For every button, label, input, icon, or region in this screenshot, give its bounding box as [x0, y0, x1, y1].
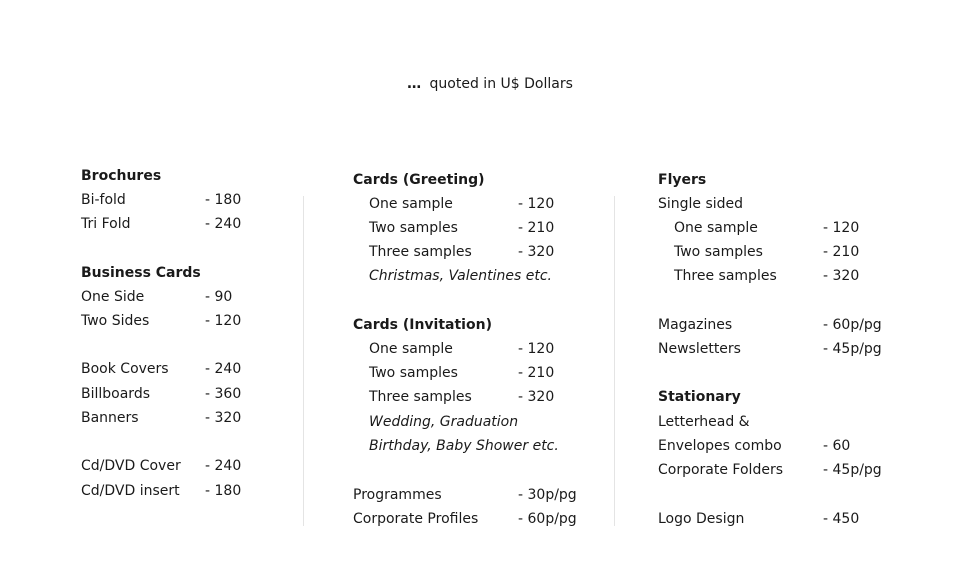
invitation-cards-note-1: Wedding, Graduation — [369, 414, 519, 430]
item-price: - 320 — [205, 410, 242, 426]
price-row — [369, 217, 555, 239]
price-row — [369, 362, 555, 384]
item-price: - 120 — [205, 313, 242, 329]
section-heading-stationary: Stationary — [658, 389, 741, 405]
item-price: - 360 — [205, 386, 242, 402]
item-label: Tri Fold — [81, 216, 131, 232]
item-price: - 210 — [823, 244, 860, 260]
price-row — [81, 358, 242, 380]
item-label: Two samples — [369, 220, 458, 236]
item-label: Newsletters — [658, 341, 741, 357]
price-row — [81, 455, 242, 477]
item-label: Two Sides — [81, 313, 150, 329]
item-price: - 120 — [823, 220, 860, 236]
price-row — [81, 286, 233, 308]
item-price: - 240 — [205, 458, 242, 474]
price-row — [658, 459, 882, 481]
item-price: - 90 — [205, 289, 233, 305]
item-price: - 180 — [205, 483, 242, 499]
ellipsis-mark: … — [407, 76, 422, 92]
item-label: Logo Design — [658, 511, 745, 527]
item-label: Envelopes combo — [658, 438, 782, 454]
currency-note-text: quoted in U$ Dollars — [429, 76, 573, 92]
section-heading-brochures: Brochures — [81, 168, 162, 184]
price-row — [674, 241, 860, 263]
item-price: - 210 — [518, 365, 555, 381]
item-price: - 60p/pg — [518, 511, 577, 527]
item-label: One sample — [369, 341, 453, 357]
item-label: One Side — [81, 289, 145, 305]
item-label: Two samples — [674, 244, 763, 260]
item-label: Cd/DVD insert — [81, 483, 180, 499]
item-price: - 60 — [823, 438, 851, 454]
item-price: - 450 — [823, 511, 860, 527]
item-label: Bi-fold — [81, 192, 126, 208]
item-price: - 30p/pg — [518, 487, 577, 503]
item-price: - 180 — [205, 192, 242, 208]
price-row — [81, 383, 242, 405]
price-row — [658, 338, 882, 360]
price-row — [81, 480, 242, 502]
price-row — [658, 314, 882, 336]
price-row — [369, 386, 555, 408]
section-heading-greeting-cards: Cards (Greeting) — [353, 172, 485, 188]
item-price: - 120 — [518, 196, 555, 212]
pricing-currency-note — [0, 76, 980, 92]
price-row — [658, 508, 860, 530]
price-row — [369, 193, 555, 215]
item-label: Book Covers — [81, 361, 169, 377]
item-price: - 60p/pg — [823, 317, 882, 333]
item-price: - 210 — [518, 220, 555, 236]
item-price: - 240 — [205, 361, 242, 377]
item-label: Banners — [81, 410, 139, 426]
item-label: Corporate Folders — [658, 462, 783, 478]
price-row — [674, 265, 860, 287]
item-label: One sample — [674, 220, 758, 236]
price-row — [81, 407, 242, 429]
price-row — [369, 338, 555, 360]
flyers-subheading: Single sided — [658, 196, 744, 212]
item-price: - 45p/pg — [823, 341, 882, 357]
price-row — [81, 213, 242, 235]
item-label: Three samples — [369, 244, 472, 260]
item-label: Corporate Profiles — [353, 511, 479, 527]
section-heading-flyers: Flyers — [658, 172, 707, 188]
price-row — [369, 241, 555, 263]
section-heading-business-cards: Business Cards — [81, 265, 201, 281]
item-label: Cd/DVD Cover — [81, 458, 181, 474]
price-row — [674, 217, 860, 239]
item-price: - 320 — [823, 268, 860, 284]
invitation-cards-note-2: Birthday, Baby Shower etc. — [369, 438, 559, 454]
item-label: Billboards — [81, 386, 150, 402]
item-price: - 320 — [518, 244, 555, 260]
price-row — [353, 508, 577, 530]
section-heading-invitation-cards: Cards (Invitation) — [353, 317, 492, 333]
item-price: - 320 — [518, 389, 555, 405]
stationary-line: Letterhead & — [658, 414, 750, 430]
item-label: Magazines — [658, 317, 733, 333]
item-label: One sample — [369, 196, 453, 212]
item-label: Three samples — [369, 389, 472, 405]
price-row — [81, 189, 242, 211]
column-divider-left — [303, 196, 304, 526]
column-divider-right — [614, 196, 615, 526]
item-label: Two samples — [369, 365, 458, 381]
price-row — [353, 484, 577, 506]
item-price: - 120 — [518, 341, 555, 357]
price-row — [658, 435, 851, 457]
item-price: - 45p/pg — [823, 462, 882, 478]
item-price: - 240 — [205, 216, 242, 232]
item-label: Three samples — [674, 268, 777, 284]
greeting-cards-note: Christmas, Valentines etc. — [369, 268, 552, 284]
item-label: Programmes — [353, 487, 442, 503]
price-row — [81, 310, 242, 332]
